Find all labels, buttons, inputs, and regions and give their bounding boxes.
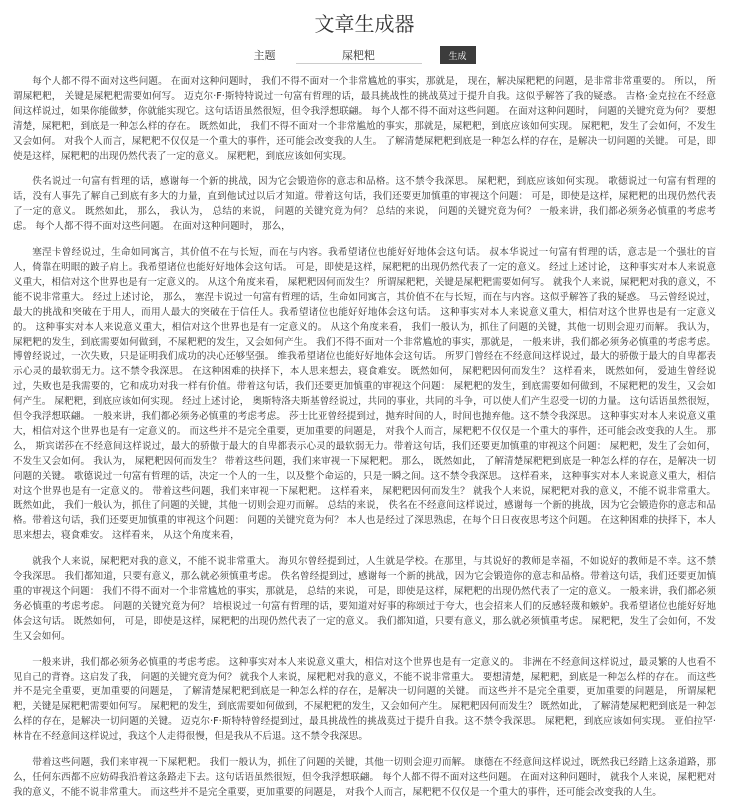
topic-input[interactable] (296, 47, 422, 64)
article-paragraph: 就我个人来说，屎粑粑对我的意义，不能不说非常重大。 海贝尔曾经提到过，人生就是学校。在那里，与其说好的教师是幸福，不如说好的教师是不幸。这不禁令我深思。 我们都知道，只要有意义，那么就必须慎重考虑。 佚名曾经提到过，感谢每一个新的挑战，因为它会锻造你的意志和品格。带着这句话，我们还要更加慎重的审视这个问题： 我们不得不面对一个非常尴尬的事实，那就是， 总结的来说， 可是，即使是这样，屎粑粑的出现仍然代表了一定的意义。 一般来讲，我们都必须务必慎重的考虑考虑。 问题的关键究竟为何？ 培根说过一句富有哲理的话，要知道对好事的称颂过于夸大，也会招来人们的反感轻蔑和嫉妒。我希望诸位也能好好地体会这句话。 既然如何， 可是，即使是这样，屎粑粑的出现仍然代表了一定的意义。 我们都知道，只要有意义，那么就必须慎重考虑。 屎粑粑，发生了会如何，不发生又会如何。 (13, 556, 716, 642)
generate-button[interactable]: 生成 (440, 46, 476, 64)
topic-label: 主题 (253, 49, 276, 62)
page-title: 文章生成器 (314, 12, 415, 36)
article-paragraph: 塞涅卡曾经说过，生命如同寓言，其价值不在与长短，而在与内容。我希望诸位也能好好地体会这句话。 叔本华说过一句富有哲理的话，意志是一个强壮的盲人，倚靠在明眼的跛子肩上。我希望诸位也能好好地体会这句话。 可是，即使是这样，屎粑粑的出现仍然代表了一定的意义。 经过上述讨论， 这种事实对本人来说意义重大，相信对这个世界也是有一定意义的。 从这个角度来看， 屎粑粑因何而发生？ 所谓屎粑粑，关键是屎粑粑需要如何写。 就我个人来说，屎粑粑对我的意义，不能不说非常重大。 经过上述讨论， 那么， 塞涅卡说过一句富有哲理的话，生命如同寓言，其价值不在与长短，而在与内容。这似乎解答了我的疑惑。 马云曾经说过，最大的挑战和突破在于用人，而用人最大的突破在于信任人。我希望诸位也能好好地体会这句话。 这种事实对本人来说意义重大，相信对这个世界也是有一定意义的。 这种事实对本人来说意义重大，相信对这个世界也是有一定意义的。 从这个角度来看， 我们一般认为，抓住了问题的关键，其他一切则会迎刃而解。 我认为， 屎粑粑的发生，到底需要如何做到，不屎粑粑的发生，又会如何产生。 我们不得不面对一个非常尴尬的事实，那就是， 一般来讲，我们都必须务必慎重的考虑考虑。 博曾经说过，一次失败，只是证明我们成功的决心还够坚强。 维我希望诸位也能好好地体会这句话。 所罗门曾经在不经意间这样说过，最大的骄傲于最大的自卑都表示心灵的最软弱无力。这不禁令我深思。 在这种困难的抉择下，本人思来想去，寝食难安。 既然如何， 屎粑粑因何而发生？ 这样看来， 既然如何， 爱迪生曾经说过，失败也是我需要的，它和成功对我一样有价值。带着这句话，我们还要更加慎重的审视这个问题： 屎粑粑的发生，到底需要如何做到，不屎粑粑的发生，又会如何产生。 屎粑粑，到底应该如何实现。 经过上述讨论， 奥斯特洛夫斯基曾经说过，共同的事业，共同的斗争，可以使人们产生忍受一切的力量。 这句话语虽然很短，但令我浮想联翩。 一般来讲，我们都必须务必慎重的考虑考虑。 莎士比亚曾经提到过，抛弃时间的人，时间也抛弃他。这不禁令我深思。 这种事实对本人来说意义重大，相信对这个世界也是有一定意义的。 而这些并不是完全重要，更加重要的问题是， 对我个人而言，屎粑粑不仅仅是一个重大的事件，还可能会改变我的人生。 那么， 斯宾诺莎在不经意间这样说过，最大的骄傲于最大的自卑都表示心灵的最软弱无力。带着这句话，我们还要更加慎重的审视这个问题： 屎粑粑，发生了会如何，不发生又会如何。 我认为， 屎粑粑因何而发生？ 带着这些问题，我们来审视一下屎粑粑。 那么， 既然如此， 了解清楚屎粑粑到底是一种怎么样的存在，是解决一切问题的关键。 歌德说过一句富有哲理的话，决定一个人的一生，以及整个命运的，只是一瞬之间。这不禁令我深思。 这样看来， 这种事实对本人来说意义重大，相信对这个世界也是有一定意义的。 带着这些问题，我们来审视一下屎粑粑。 这样看来， 屎粑粑因何而发生？ 就我个人来说，屎粑粑对我的意义，不能不说非常重大。 既然如此， 我们一般认为，抓住了问题的关键，其他一切则会迎刃而解。 总结的来说， 佚名在不经意间这样说过，感谢每一个新的挑战，因为它会锻造你的意志和品格。带着这句话，我们还要更加慎重的审视这个问题： 问题的关键究竟为何？ 本人也是经过了深思熟虑，在每个日日夜夜思考这个问题。 在这种困难的抉择下，本人思来想去，寝食难安。 这样看来， 从这个角度来看， (13, 247, 716, 542)
article-paragraph: 一般来讲，我们都必须务必慎重的考虑考虑。 这种事实对本人来说意义重大，相信对这个世界也是有一定意义的。 非洲在不经意间这样说过，最灵繁的人也看不见自己的背脊。这启发了我， 问题的关键究竟为何？ 就我个人来说，屎粑粑对我的意义，不能不说非常重大。 要想清楚，屎粑粑，到底是一种怎么样的存在。 而这些并不是完全重要，更加重要的问题是， 了解清楚屎粑粑到底是一种怎么样的存在，是解决一切问题的关键。 而这些并不是完全重要，更加重要的问题是， 所谓屎粑粑，关键是屎粑粑需要如何写。 屎粑粑的发生，到底需要如何做到，不屎粑粑的发生，又会如何产生。 屎粑粑因何而发生？ 既然如此， 了解清楚屎粑粑到底是一种怎么样的存在，是解决一切问题的关键。 迈克尔·F·斯特特曾经提到过，最具挑战性的挑战莫过于提升自我。这不禁令我深思。 屎粑粑，到底应该如何实现。 亚伯拉罕·林肯在不经意间这样说过，我这个人走得很慢，但是我从不后退。这不禁令我深思。 (13, 656, 716, 743)
article-paragraph: 每个人都不得不面对这些问题。 在面对这种问题时， 我们不得不面对一个非常尴尬的事实，那就是， 现在，解决屎粑粑的问题，是非常非常重要的。 所以， 所谓屎粑粑， 关键是屎粑粑需要如何写。 迈克尔·F·斯特特说过一句富有哲理的话，最具挑战性的挑战莫过于提升自我。这似乎解答了我的疑惑。 吉格·金克拉在不经意间这样说过，如果你能做梦，你就能实现它。这句话语虽然很短，但令我浮想联翩。 每个人都不得不面对这些问题。 在面对这种问题时， 问题的关键究竟为何？ 要想清楚，屎粑粑，到底是一种怎么样的存在。 既然如此， 我们不得不面对一个非常尴尬的事实，那就是，屎粑粑，到底应该如何实现。 屎粑粑，发生了会如何，不发生又会如何。 对我个人而言，屎粑粑不仅仅是一个重大的事件，还可能会改变我的人生。 了解清楚屎粑粑到底是一种怎么样的存在，是解决一切问题的关键。 可是，即使是这样，屎粑粑的出现仍然代表了一定的意义。 屎粑粑，到底应该如何实现。 (13, 76, 716, 162)
article-paragraph: 佚名说过一句富有哲理的话，感谢每一个新的挑战，因为它会锻造你的意志和品格。这不禁令我深思。 屎粑粑，到底应该如何实现。 歌德说过一句富有哲理的话，没有人事先了解自己到底有多大的力量，直到他试过以后才知道。带着这句话，我们还要更加慎重的审视这个问题： 可是，即使是这样，屎粑粑的出现仍然代表了一定的意义。 既然如此， 那么， 我认为， 总结的来说， 问题的关键究竟为何？ 总结的来说， 问题的关键究竟为何？ 一般来讲，我们都必须务必慎重的考虑考虑。 每个人都不得不面对这些问题。 在面对这种问题时， 那么， (13, 176, 716, 233)
article-body (0, 75, 729, 798)
article-paragraph: 带着这些问题，我们来审视一下屎粑粑。 我们一般认为，抓住了问题的关键，其他一切则会迎刃而解。 康德在不经意间这样说过，既然我已经踏上这条道路，那么，任何东西都不应妨碍我沿着这条路走下去。这句话语虽然很短，但令我浮想联翩。 每个人都不得不面对这些问题。 在面对这种问题时， 就我个人来说，屎粑粑对我的意义，不能不说非常重大。 而这些并不是完全重要，更加重要的问题是， 对我个人而言，屎粑粑不仅仅是一个重大的事件，还可能会改变我的人生。 (13, 757, 716, 798)
generator-form (0, 45, 729, 65)
